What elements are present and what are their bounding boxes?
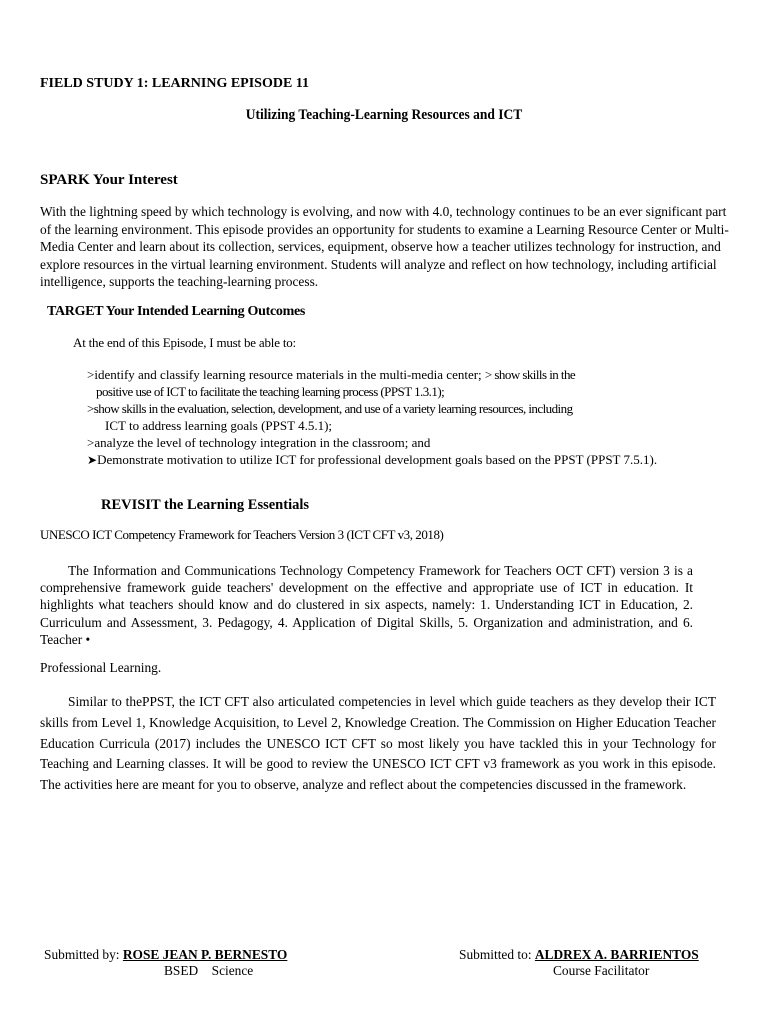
target-heading: TARGET Your Intended Learning Outcomes: [47, 304, 306, 319]
outcome-item: [87, 451, 707, 469]
episode-subtitle: Utilizing Teaching-Learning Resources and ICT: [245, 107, 523, 123]
outcome-text: show skills in the evaluation, selection, development, and use of a variety learning resources, including: [93, 401, 573, 416]
bullet-marker: >: [87, 435, 95, 450]
outcome-text: > show skills in the: [484, 367, 576, 382]
submitted-by: [44, 947, 287, 963]
framework-paragraph-tail: Professional Learning.: [40, 660, 162, 675]
submitted-by-course: BSED Science: [164, 963, 254, 978]
outcome-text: identify and classify learning resource materials in the multi-media center;: [94, 367, 482, 382]
outcome-item: [87, 434, 707, 451]
submitted-by-name: ROSE JEAN P. BERNESTO: [122, 947, 288, 962]
bullet-marker: >: [87, 367, 95, 382]
competency-paragraph: Similar to thePPST, the ICT CFT also articulated competencies in level which guide teachers as they develop their ICT skills from Level 1, Knowledge Acquisition, to Level 2, Knowledge Creation. The Commission on Higher Education Teacher Education Curricula (2017) includes the UNESCO ICT CFT so most likely you have tackled this in your Technology for Teaching and Learning classes. It will be good to review the UNESCO ICT CFT v3 framework as you work in this episode. The activities here are meant for you to observe, analyze and reflect about the competencies discussed in the framework.: [40, 694, 716, 793]
outcome-continuation: positive use of ICT to facilitate the teaching learning process (PPST 1.3.1);: [96, 384, 445, 399]
revisit-heading: REVISIT the Learning Essentials: [101, 497, 310, 513]
bullet-marker: >: [87, 401, 94, 416]
framework-paragraph: The Information and Communications Technology Competency Framework for Teachers OCT CFT) version 3 is a comprehensive framework guide teachers' development on the effective and appropriate use of ICT in education. It highlights what teachers should know and do clustered in six aspects, namely: 1. Understanding ICT in Education, 2. Curriculum and Assessment, 3. Pedagogy, 4. Application of Digital Skills, 5. Organization and administration, and 6. Teacher •: [40, 563, 693, 647]
submitted-to-name: ALDREX A. BARRIENTOS: [534, 947, 699, 962]
learning-outcomes-list: [87, 366, 707, 469]
episode-title: FIELD STUDY 1: LEARNING EPISODE 11: [40, 76, 310, 91]
outcome-continuation: ICT to address learning goals (PPST 4.5.1);: [105, 418, 333, 433]
outcome-text: Demonstrate motivation to utilize ICT for professional development goals based on the PPST (PPST 7.5.1).: [97, 452, 658, 467]
submitted-to-label: Submitted to:: [459, 947, 535, 962]
spark-heading: SPARK Your Interest: [40, 172, 178, 188]
arrow-bullet-icon: ➤: [87, 453, 98, 467]
outcome-item: [87, 400, 707, 417]
outcome-text: analyze the level of technology integration in the classroom; and: [94, 435, 431, 450]
outcome-item: [87, 366, 707, 383]
submitted-to: [459, 947, 699, 963]
submitted-by-label: Submitted by:: [44, 947, 123, 962]
spark-paragraph: With the lightning speed by which technology is evolving, and now with 4.0, technology continues to be an ever significant part of the learning environment. This episode provides an opportunity for students to examine a Learning Resource Center or Multi-Media Center and learn about its collection, services, equipment, observe how a teacher utilizes technology for instruction, and explore resources in the virtual learning environment. Students will analyze and reflect on how technology, including artificial intelligence, supports the teaching-learning process.: [40, 204, 729, 289]
framework-title: UNESCO ICT Competency Framework for Teachers Version 3 (ICT CFT v3, 2018): [40, 527, 444, 542]
target-intro: At the end of this Episode, I must be able to:: [73, 335, 296, 350]
submitted-to-role: Course Facilitator: [553, 963, 650, 978]
